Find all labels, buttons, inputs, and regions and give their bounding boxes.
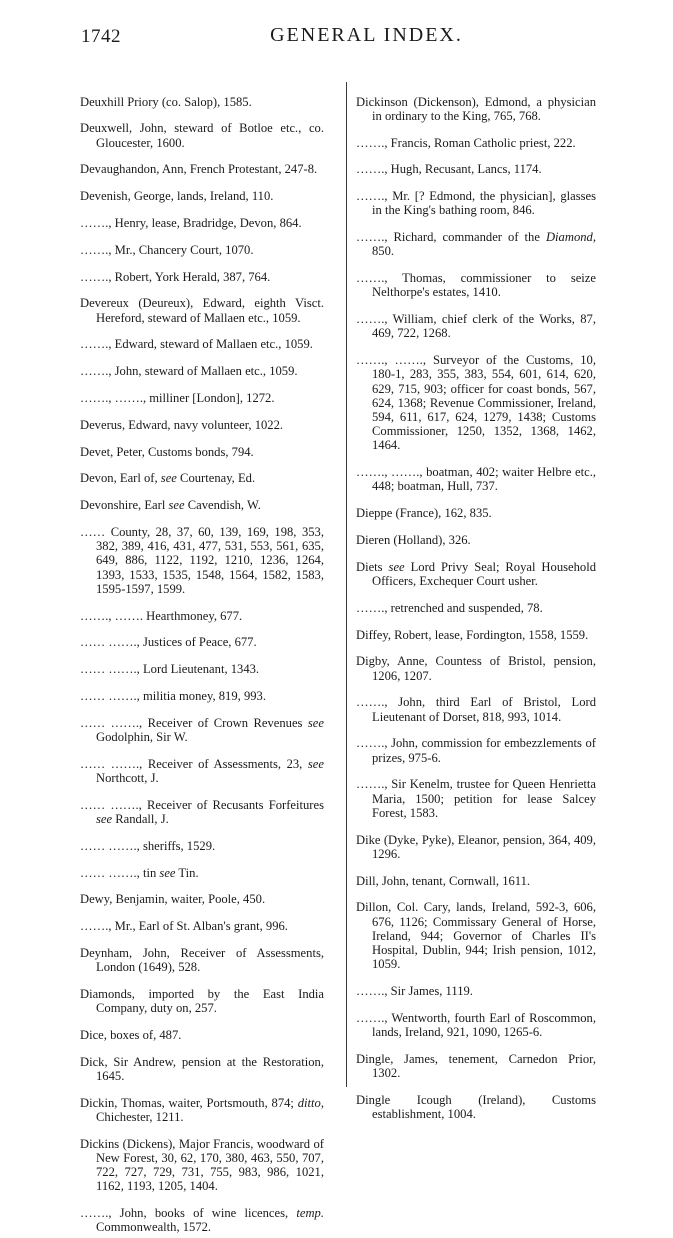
index-entry: Dice, boxes of, 487. bbox=[80, 1027, 182, 1042]
index-entry: ……., ……., Surveyor of the Customs, 10, 180-1, 283, 355, 383, 554, 601, 614, 620, 629, 715, 903; officer for coast bonds, 567, 624, 1368; Revenue Commissioner, Ireland, 594, 611, 617, 624, 1279, 1438; Customs Commissioner, 1250, 1352, 1368, 1462, 1464. bbox=[356, 353, 596, 453]
index-entry: Dieppe (France), 162, 835. bbox=[356, 506, 492, 521]
index-entry: ……., John, books of wine licences, temp. Commonwealth, 1572. bbox=[80, 1206, 324, 1235]
index-entry: Dick, Sir Andrew, pension at the Restoration, 1645. bbox=[80, 1054, 324, 1083]
index-entry: ……., Hugh, Recusant, Lancs, 1174. bbox=[356, 162, 542, 177]
index-entry: ……., ……. Hearthmoney, 677. bbox=[80, 608, 243, 623]
index-entry: ……., Mr. [? Edmond, the physician], glasses in the King's bathing room, 846. bbox=[356, 189, 596, 218]
index-entry: …… County, 28, 37, 60, 139, 169, 198, 353, 382, 389, 416, 431, 477, 531, 553, 561, 635, 649, 886, 1122, 1192, 1210, 1236, 1264, 1393, 1533, 1535, 1548, 1564, 1582, 1583, 1595-1597, 1599. bbox=[80, 524, 324, 596]
index-entry: ……., John, third Earl of Bristol, Lord Lieutenant of Dorset, 818, 993, 1014. bbox=[356, 695, 596, 724]
index-entry: …… ……., Justices of Peace, 677. bbox=[80, 635, 257, 650]
index-entry: Diamonds, imported by the East India Company, duty on, 257. bbox=[80, 986, 324, 1016]
index-entry: …… ……., militia money, 819, 993. bbox=[80, 688, 266, 703]
index-entry: ……., Wentworth, fourth Earl of Roscommon, lands, Ireland, 921, 1090, 1265-6. bbox=[356, 1010, 596, 1039]
index-entry: Deuxwell, John, steward of Botloe etc., co. Gloucester, 1600. bbox=[80, 121, 324, 150]
index-entry: Dieren (Holland), 326. bbox=[356, 533, 471, 547]
index-entry: Dingle Icough (Ireland), Customs establishment, 1004. bbox=[356, 1092, 596, 1121]
index-entry: ……., ……., milliner [London], 1272. bbox=[80, 390, 275, 405]
index-entry: Devereux (Deureux), Edward, eighth Visct. Hereford, steward of Mallaen etc., 1059. bbox=[80, 296, 324, 325]
index-entry: Dingle, James, tenement, Carnedon Prior, 1302. bbox=[356, 1051, 596, 1080]
index-column-right bbox=[356, 82, 596, 1125]
page-number: 1742 bbox=[81, 26, 121, 47]
index-entry: Diets see Lord Privy Seal; Royal Household Officers, Exchequer Court usher. bbox=[356, 559, 596, 588]
index-entry: ……., Richard, commander of the Diamond, 850. bbox=[356, 230, 596, 259]
page-header bbox=[0, 20, 673, 60]
index-entry: Devaughandon, Ann, French Protestant, 247-8. bbox=[80, 162, 318, 177]
index-entry: ……., Thomas, commissioner to seize Nelthorpe's estates, 1410. bbox=[356, 271, 596, 300]
index-entry: …… ……., Receiver of Recusants Forfeitures see Randall, J. bbox=[80, 797, 324, 826]
index-entry: Diffey, Robert, lease, Fordington, 1558, 1559. bbox=[356, 627, 589, 642]
index-entry: ……., ……., boatman, 402; waiter Helbre etc., 448; boatman, Hull, 737. bbox=[356, 465, 596, 494]
index-entry: Dill, John, tenant, Cornwall, 1611. bbox=[356, 873, 531, 888]
index-entry: ……., Robert, York Herald, 387, 764. bbox=[80, 269, 271, 284]
index-entry: ……., Sir James, 1119. bbox=[356, 984, 473, 998]
index-entry: Devon, Earl of, see Courtenay, Ed. bbox=[80, 471, 256, 486]
index-entry: ……., John, steward of Mallaen etc., 1059. bbox=[80, 364, 298, 379]
index-entry: Dickins (Dickens), Major Francis, woodward of New Forest, 30, 62, 170, 380, 463, 550, 707, 722, 727, 729, 731, 755, 983, 986, 1021, 1162, 1193, 1205, 1404. bbox=[80, 1136, 324, 1194]
index-entry: ……., William, chief clerk of the Works, 87, 469, 722, 1268. bbox=[356, 312, 596, 341]
index-entry: ……., Francis, Roman Catholic priest, 222. bbox=[356, 135, 576, 150]
index-entry: Dickin, Thomas, waiter, Portsmouth, 874; ditto, Chichester, 1211. bbox=[80, 1095, 324, 1124]
index-entry: …… ……., Receiver of Crown Revenues see Godolphin, Sir W. bbox=[80, 715, 324, 744]
index-entry: …… ……., sheriffs, 1529. bbox=[80, 838, 216, 853]
index-entry: Dickinson (Dickenson), Edmond, a physician in ordinary to the King, 765, 768. bbox=[356, 94, 596, 123]
index-entry: ……., retrenched and suspended, 78. bbox=[356, 600, 543, 615]
index-entry: Deynham, John, Receiver of Assessments, London (1649), 528. bbox=[80, 945, 324, 975]
index-entry: ……., Edward, steward of Mallaen etc., 1059. bbox=[80, 337, 313, 352]
index-entry: Devet, Peter, Customs bonds, 794. bbox=[80, 444, 254, 459]
index-entry: Deuxhill Priory (co. Salop), 1585. bbox=[80, 94, 252, 109]
index-entry: Dewy, Benjamin, waiter, Poole, 450. bbox=[80, 892, 266, 907]
index-entry: …… ……., Receiver of Assessments, 23, see Northcott, J. bbox=[80, 756, 324, 785]
index-entry: Dillon, Col. Cary, lands, Ireland, 592-3, 606, 676, 1126; Commissary General of Horse, Ireland, 944; Governor of Charles II's Hospital, Dublin, 944; Irish pension, 1012, 1059. bbox=[356, 900, 596, 972]
index-entry: ……., Mr., Chancery Court, 1070. bbox=[80, 242, 254, 257]
index-entry: …… ……., tin see Tin. bbox=[80, 865, 199, 880]
index-entry: Devonshire, Earl see Cavendish, W. bbox=[80, 498, 261, 513]
index-entry: Digby, Anne, Countess of Bristol, pension, 1206, 1207. bbox=[356, 654, 596, 683]
index-entry: Deverus, Edward, navy volunteer, 1022. bbox=[80, 417, 284, 432]
index-entry: ……., John, commission for embezzlements of prizes, 975-6. bbox=[356, 736, 596, 765]
running-title: GENERAL INDEX. bbox=[270, 24, 463, 46]
index-column-left bbox=[80, 82, 324, 1238]
index-entry: ……., Sir Kenelm, trustee for Queen Henrietta Maria, 1500; petition for lease Salcey Forest, 1583. bbox=[356, 777, 596, 820]
index-entry: ……., Mr., Earl of St. Alban's grant, 996. bbox=[80, 919, 288, 934]
index-entry: Dike (Dyke, Pyke), Eleanor, pension, 364, 409, 1296. bbox=[356, 832, 596, 861]
index-entry: Devenish, George, lands, Ireland, 110. bbox=[80, 189, 274, 204]
column-divider bbox=[346, 82, 347, 1087]
index-entry: …… ……., Lord Lieutenant, 1343. bbox=[80, 662, 260, 677]
index-entry: ……., Henry, lease, Bradridge, Devon, 864. bbox=[80, 215, 302, 230]
